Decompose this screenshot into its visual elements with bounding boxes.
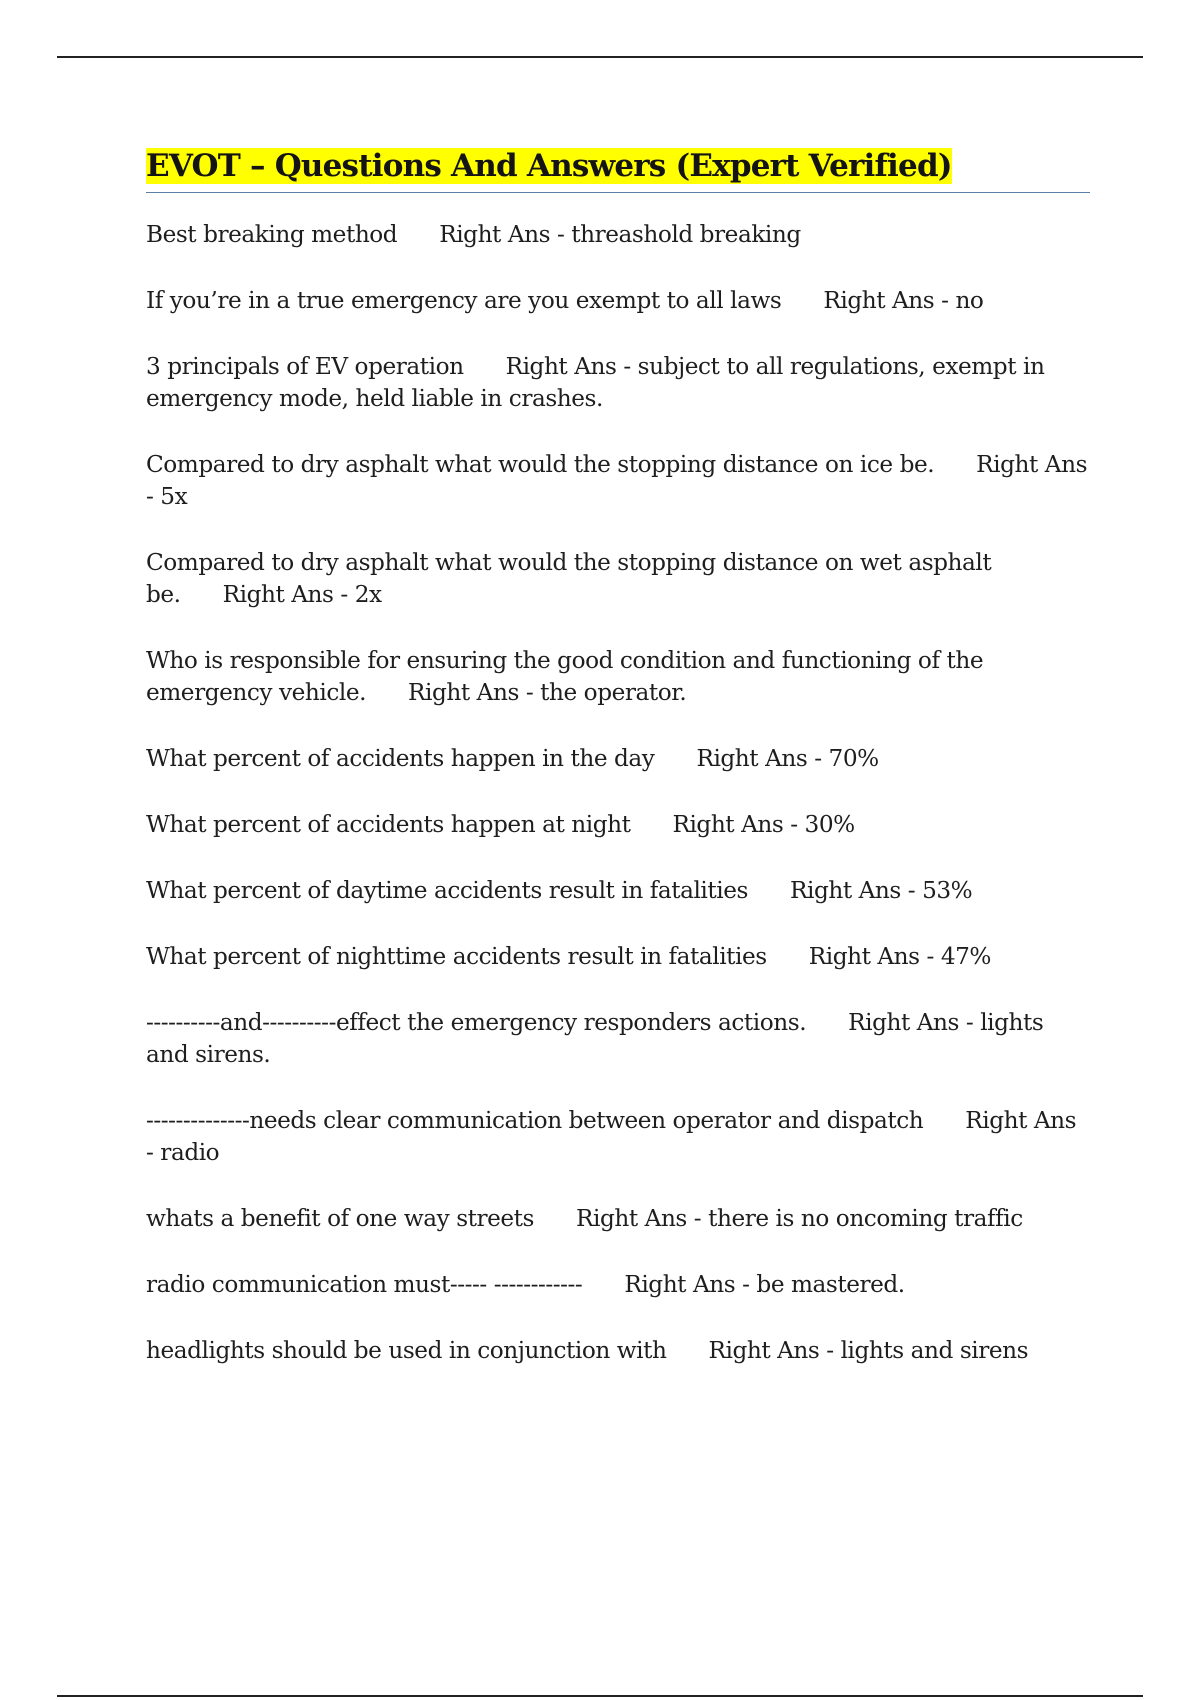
question-text: What percent of daytime accidents result in fatalities xyxy=(146,877,748,904)
qa-list xyxy=(146,219,1090,1367)
answer-text: Right Ans - lights and sirens. xyxy=(146,1009,1044,1068)
question-text: ----------and----------effect the emergency responders actions. xyxy=(146,1009,807,1036)
qa-item xyxy=(146,1007,1090,1071)
answer-text: Right Ans - lights and sirens xyxy=(708,1337,1029,1364)
qa-item xyxy=(146,941,1090,973)
question-text: If you’re in a true emergency are you exempt to all laws xyxy=(146,287,782,314)
qa-item xyxy=(146,1203,1090,1235)
answer-text: Right Ans - 30% xyxy=(672,811,855,838)
question-text: What percent of nighttime accidents result in fatalities xyxy=(146,943,767,970)
answer-text: Right Ans - 53% xyxy=(789,877,973,904)
answer-text: Right Ans - 47% xyxy=(808,943,992,970)
question-text: What percent of accidents happen at night xyxy=(146,811,631,838)
question-text: Who is responsible for ensuring the good condition and functioning of the emergency vehicle. xyxy=(146,647,984,706)
question-text: What percent of accidents happen in the day xyxy=(146,745,655,772)
answer-text: Right Ans - no xyxy=(823,287,984,314)
qa-item xyxy=(146,351,1090,415)
qa-item xyxy=(146,1269,1090,1301)
qa-item xyxy=(146,1335,1090,1367)
answer-text: Right Ans - threashold breaking xyxy=(439,221,801,248)
answer-text: Right Ans - 2x xyxy=(222,581,382,608)
qa-item xyxy=(146,285,1090,317)
page-top-rule xyxy=(57,56,1143,58)
question-text: Best breaking method xyxy=(146,221,398,248)
answer-text: Right Ans - be mastered. xyxy=(624,1271,905,1298)
question-text: headlights should be used in conjunction with xyxy=(146,1337,667,1364)
qa-item xyxy=(146,743,1090,775)
answer-text: Right Ans - subject to all regulations, exempt in emergency mode, held liable in crashes. xyxy=(146,353,1045,412)
question-text: --------------needs clear communication between operator and dispatch xyxy=(146,1107,924,1134)
qa-item xyxy=(146,809,1090,841)
qa-item xyxy=(146,547,1090,611)
qa-item xyxy=(146,1105,1090,1169)
title-block xyxy=(146,146,1090,193)
answer-text: Right Ans - radio xyxy=(146,1107,1077,1166)
qa-item xyxy=(146,219,1090,251)
page-bottom-rule xyxy=(57,1695,1143,1697)
question-text: Compared to dry asphalt what would the stopping distance on wet asphalt be. xyxy=(146,549,992,608)
question-text: 3 principals of EV operation xyxy=(146,353,464,380)
answer-text: Right Ans - the operator. xyxy=(408,679,687,706)
question-text: radio communication must----- ------------ xyxy=(146,1271,583,1298)
answer-text: Right Ans - there is no oncoming traffic xyxy=(576,1205,1023,1232)
qa-item xyxy=(146,875,1090,907)
document-body xyxy=(146,146,1090,1401)
answer-text: Right Ans - 70% xyxy=(696,745,879,772)
document-title: EVOT – Questions And Answers (Expert Verified) xyxy=(146,148,952,184)
question-text: Compared to dry asphalt what would the stopping distance on ice be. xyxy=(146,451,935,478)
question-text: whats a benefit of one way streets xyxy=(146,1205,535,1232)
qa-item xyxy=(146,645,1090,709)
answer-text: Right Ans - 5x xyxy=(146,451,1088,510)
qa-item xyxy=(146,449,1090,513)
